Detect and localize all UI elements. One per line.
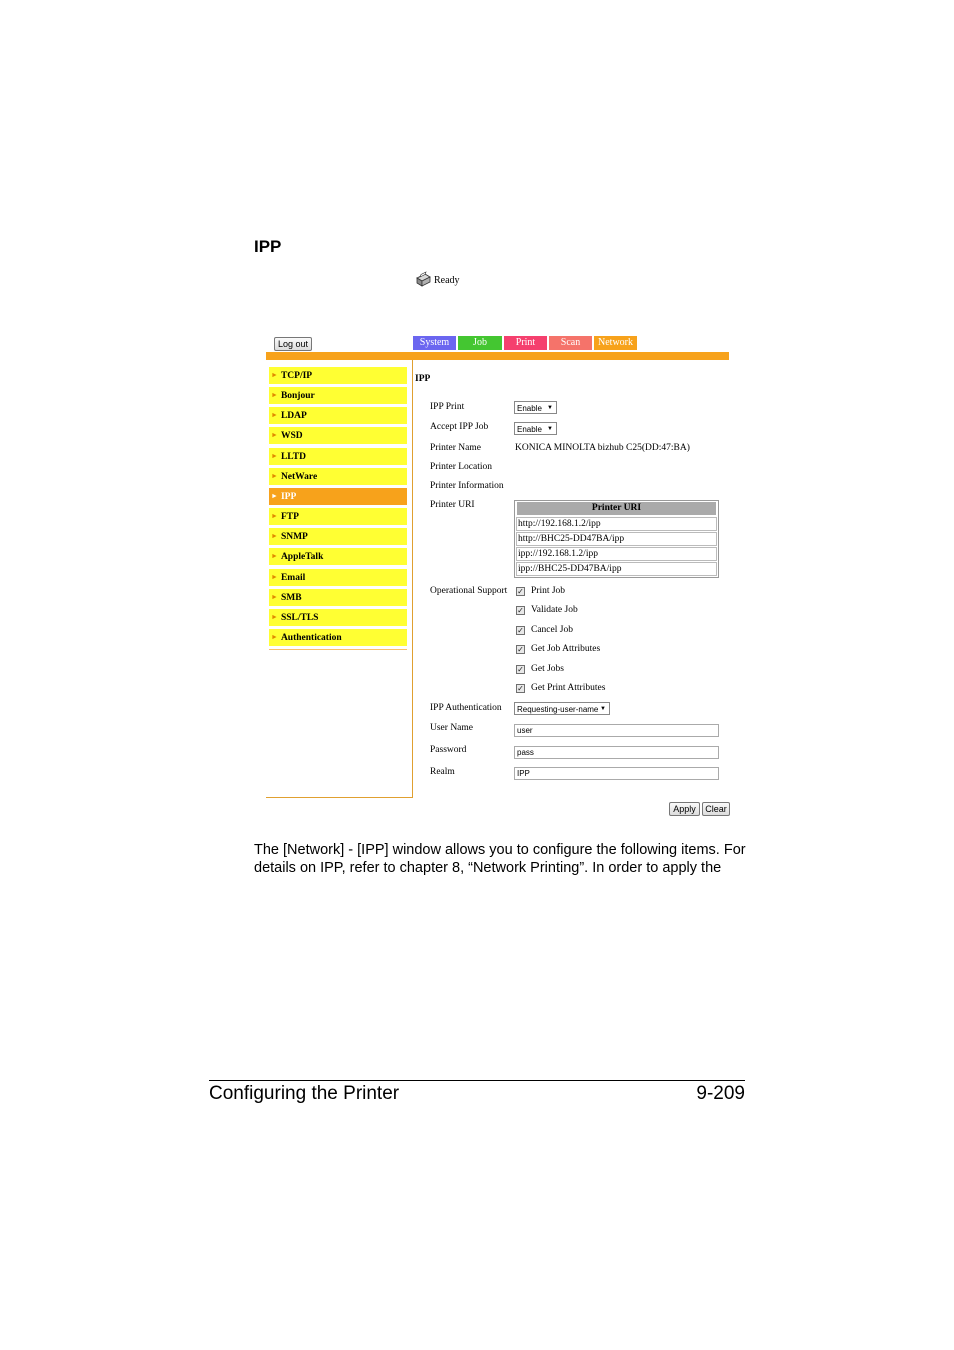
content-divider bbox=[412, 360, 413, 798]
status-text: Ready bbox=[434, 275, 460, 286]
realm-field[interactable]: IPP bbox=[514, 767, 719, 780]
menu-item-label: LDAP bbox=[280, 411, 307, 421]
ipp-authentication-label: IPP Authentication bbox=[430, 703, 502, 713]
accept-ipp-job-select[interactable] bbox=[514, 422, 557, 435]
menu-item-label: LLTD bbox=[280, 452, 306, 462]
clear-button[interactable]: Clear bbox=[702, 802, 730, 816]
arrow-icon: ► bbox=[271, 452, 278, 460]
tab-system[interactable]: System bbox=[413, 336, 456, 350]
menu-item-label: Authentication bbox=[280, 633, 342, 643]
footer-rule bbox=[209, 1080, 745, 1081]
arrow-icon: ► bbox=[271, 411, 278, 419]
printer-location-label: Printer Location bbox=[430, 462, 492, 472]
dropdown-arrow-icon: ▼ bbox=[600, 706, 606, 712]
dropdown-arrow-icon: ▼ bbox=[547, 426, 553, 432]
page-number: 9-209 bbox=[696, 1083, 745, 1104]
cancel-job-checkbox[interactable]: ✓ bbox=[517, 626, 524, 635]
menu-item-ftp[interactable] bbox=[269, 508, 407, 525]
logout-button[interactable]: Log out bbox=[274, 337, 312, 351]
validate-job-label: Validate Job bbox=[531, 605, 578, 615]
arrow-icon: ► bbox=[271, 512, 278, 520]
menu-item-wsd[interactable] bbox=[269, 427, 407, 444]
menu-item-label: Email bbox=[280, 573, 306, 583]
ipp-authentication-value: Requesting-user-name bbox=[517, 705, 599, 714]
arrow-icon: ► bbox=[271, 391, 278, 399]
arrow-icon: ► bbox=[271, 431, 278, 439]
arrow-icon: ► bbox=[271, 552, 278, 560]
arrow-icon: ► bbox=[271, 573, 278, 581]
printer-name-label: Printer Name bbox=[430, 443, 481, 453]
arrow-icon: ► bbox=[271, 593, 278, 601]
tab-job[interactable]: Job bbox=[458, 336, 502, 350]
menu-item-bonjour[interactable] bbox=[269, 387, 407, 404]
menu-item-ipp[interactable] bbox=[269, 488, 407, 505]
get-job-attributes-label: Get Job Attributes bbox=[531, 644, 601, 654]
menu-item-authentication[interactable] bbox=[269, 629, 407, 646]
user-name-label: User Name bbox=[430, 723, 473, 733]
menu-item-netware[interactable] bbox=[269, 468, 407, 485]
ipp-authentication-select[interactable] bbox=[514, 702, 610, 715]
content-title: IPP bbox=[415, 374, 431, 384]
arrow-icon: ► bbox=[271, 633, 278, 641]
get-print-attributes-label: Get Print Attributes bbox=[531, 683, 606, 693]
print-job-checkbox[interactable]: ✓ bbox=[517, 587, 524, 596]
section-heading: IPP bbox=[254, 237, 282, 256]
printer-uri-label: Printer URI bbox=[430, 500, 475, 510]
menu-item-label: AppleTalk bbox=[280, 552, 324, 562]
menu-item-label: FTP bbox=[280, 512, 299, 522]
footer-title: Configuring the Printer bbox=[209, 1083, 400, 1104]
print-job-label: Print Job bbox=[531, 586, 566, 596]
menu-item-email[interactable] bbox=[269, 569, 407, 586]
ipp-print-select[interactable] bbox=[514, 401, 557, 414]
arrow-icon: ► bbox=[271, 532, 278, 540]
menu-item-label: IPP bbox=[280, 492, 297, 502]
arrow-icon: ► bbox=[271, 472, 278, 480]
ipp-print-value: Enable bbox=[517, 404, 542, 413]
menu-item-appletalk[interactable] bbox=[269, 548, 407, 565]
realm-label: Realm bbox=[430, 767, 455, 777]
menu-item-label: TCP/IP bbox=[280, 371, 313, 381]
accept-ipp-job-value: Enable bbox=[517, 425, 542, 434]
arrow-icon: ► bbox=[271, 613, 278, 621]
menu-item-label: WSD bbox=[280, 431, 303, 441]
menu-item-label: Bonjour bbox=[280, 391, 315, 401]
menu-item-label: SMB bbox=[280, 593, 302, 603]
menu-item-label: NetWare bbox=[280, 472, 318, 482]
accept-ipp-job-label: Accept IPP Job bbox=[430, 422, 489, 432]
printer-icon bbox=[414, 271, 432, 289]
menu-item-ldap[interactable] bbox=[269, 407, 407, 424]
printer-name-value: KONICA MINOLTA bizhub C25(DD:47:BA) bbox=[515, 443, 690, 453]
printer-uri-row: http://BHC25-DD47BA/ipp bbox=[516, 532, 717, 546]
password-label: Password bbox=[430, 745, 467, 755]
menu-bottom-border bbox=[266, 797, 413, 798]
get-job-attributes-checkbox[interactable]: ✓ bbox=[517, 645, 524, 654]
menu-item-label: SSL/TLS bbox=[280, 613, 319, 623]
menu-divider bbox=[269, 649, 407, 650]
menu-item-snmp[interactable] bbox=[269, 528, 407, 545]
printer-uri-row: ipp://192.168.1.2/ipp bbox=[516, 547, 717, 561]
dropdown-arrow-icon: ▼ bbox=[547, 405, 553, 411]
user-name-field[interactable]: user bbox=[514, 724, 719, 737]
header-bar bbox=[266, 352, 729, 360]
ipp-print-label: IPP Print bbox=[430, 402, 465, 412]
body-paragraph: The [Network] - [IPP] window allows you to configure the following items. For details on IPP, refer to chapter 8, “Network Printing”. In order to apply the bbox=[254, 842, 746, 876]
menu-item-lltd[interactable] bbox=[269, 448, 407, 465]
arrow-icon: ► bbox=[271, 371, 278, 379]
printer-uri-row: http://192.168.1.2/ipp bbox=[516, 517, 717, 531]
tab-print[interactable]: Print bbox=[504, 336, 547, 350]
printer-uri-row: ipp://BHC25-DD47BA/ipp bbox=[516, 562, 717, 576]
menu-item-smb[interactable] bbox=[269, 589, 407, 606]
menu-item-ssl-tls[interactable] bbox=[269, 609, 407, 626]
arrow-icon: ► bbox=[271, 492, 278, 500]
printer-information-label: Printer Information bbox=[430, 481, 504, 491]
password-field[interactable]: pass bbox=[514, 746, 719, 759]
operational-support-label: Operational Support bbox=[430, 586, 508, 596]
printer-uri-header: Printer URI bbox=[517, 502, 716, 515]
tab-scan[interactable]: Scan bbox=[549, 336, 592, 350]
get-jobs-checkbox[interactable]: ✓ bbox=[517, 665, 524, 674]
printer-uri-table bbox=[514, 500, 719, 578]
menu-item-label: SNMP bbox=[280, 532, 308, 542]
cancel-job-label: Cancel Job bbox=[531, 625, 573, 635]
get-jobs-label: Get Jobs bbox=[531, 664, 564, 674]
validate-job-checkbox[interactable]: ✓ bbox=[517, 606, 524, 615]
tab-network[interactable]: Network bbox=[594, 336, 637, 350]
menu-item-tcp-ip[interactable] bbox=[269, 367, 407, 384]
get-print-attributes-checkbox[interactable]: ✓ bbox=[517, 684, 524, 693]
apply-button[interactable]: Apply bbox=[669, 802, 700, 816]
